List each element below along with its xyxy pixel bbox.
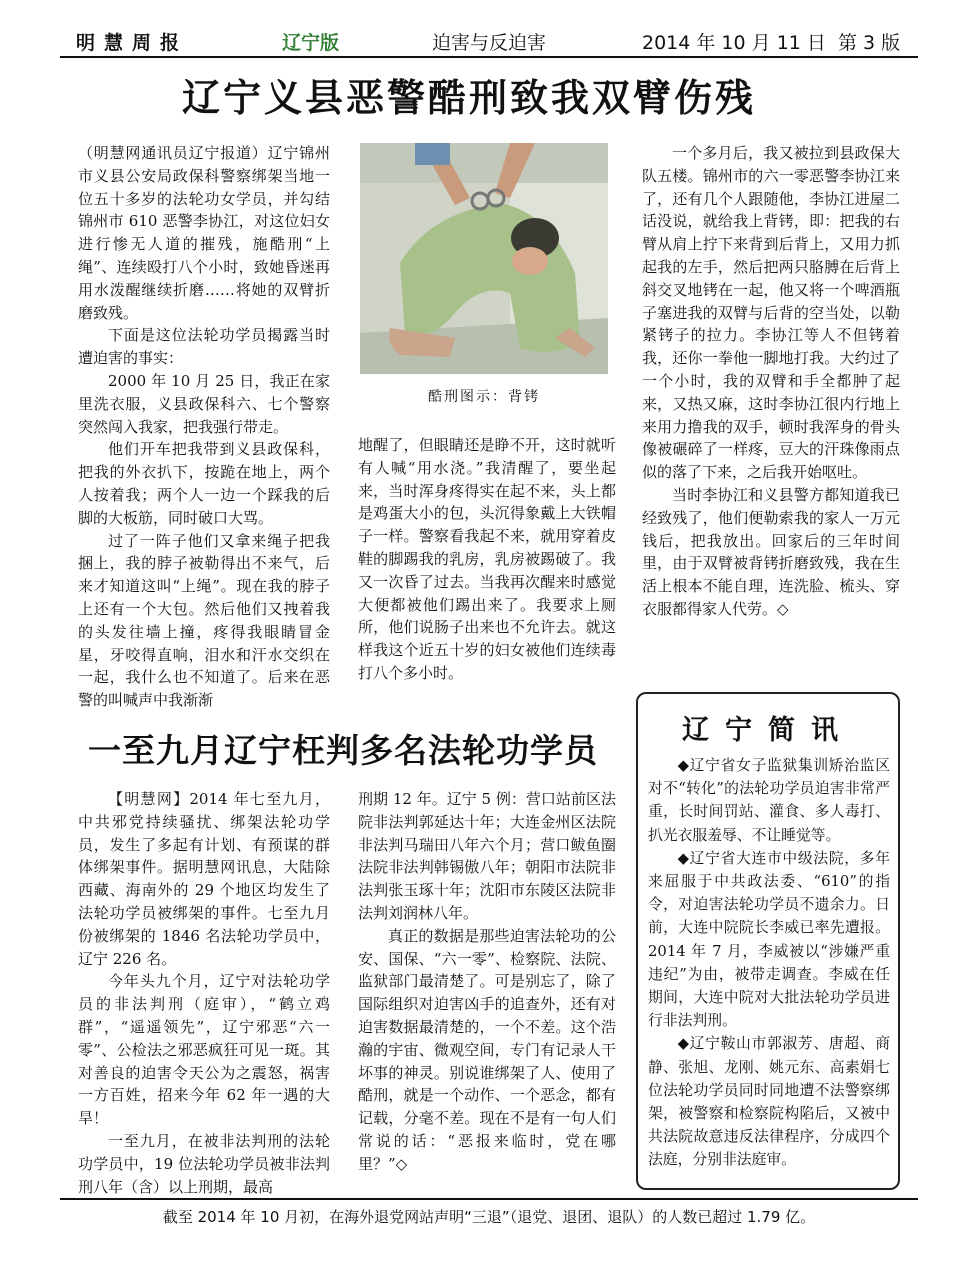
article2-title: 一至九月辽宁枉判多名法轮功学员 <box>88 731 598 770</box>
article2-paragraph: 刑期 12 年。辽宁 5 例：营口站前区法院非法判郭延达十年；大连金州区法院非法判马瑞田八年六个月；营口鲅鱼圈法院非法判韩锡傲八年；朝阳市法院非法判张玉琢十年；沈阳市东陵区法院非法判刘润林八年。 <box>358 790 616 922</box>
torture-illustration-image <box>360 143 608 374</box>
section-label: 迫害与反迫害 <box>432 32 547 54</box>
article1-column-1 <box>78 142 330 712</box>
article1-paragraph: 地醒了，但眼睛还是睁不开，这时就听有人喊“用水浇。”我清醒了，要坐起来，当时浑身疼得实在起不来，头上都是鸡蛋大小的包，头沉得象戴上大铁帽子一样。警察看我起不来，就用穿着皮鞋的脚踢我的乳房，乳房被踢破了。我又一次昏了过去。当我再次醒来时感觉大便都被他们踢出来了。我要求上厕所，他们说肠子出来也不允许去。就这样我这个近五十岁的妇女被他们连续毒打八个多小时。 <box>358 436 616 682</box>
article2-column-2 <box>358 788 616 1176</box>
article1-paragraph: 一个多月后，我又被拉到县政保大队五楼。锦州市的六一零恶警李协江来了，还有几个人跟随他，李协江进屋二话没说，就给我上背铐，即：把我的右臂从肩上拧下来背到后背上，又用力抓起我的左手，然后把两只胳膊在后背上斜交叉地铐在一起，他又将一个啤酒瓶子塞进我的双臂与后背的空当处，以勒紧铐子的拉力。李协江等人不但铐着我，还你一拳他一脚地打我。大约过了一个小时，我的双臂和手全都肿了起来，又热又麻，这时李协江很内行地上来用力撸我的双手，顿时我浑身的骨头像被碾碎了一样疼，豆大的汗珠像雨点似的落了下来，之后我开始呕吐。 <box>642 144 900 482</box>
header-rule <box>60 56 918 58</box>
article1-column-2 <box>358 434 616 685</box>
news-box-title: 辽宁简讯 <box>682 715 854 746</box>
torture-illustration-photo <box>360 143 608 374</box>
news-box-items <box>648 754 890 1172</box>
news-item: ◆辽宁省大连市中级法院，多年来屈服于中共政法委、“610”的指令，对迫害法轮功学员不遗余力。日前，大连中院院长李威已率先遭报。2014 年 7 月，李威被以“涉嫌严重违纪”为由，被带走调查。李威在任期间，大连中院对大批法轮功学员进行非法判刑。 <box>648 849 890 1030</box>
article2-paragraph: 【明慧网】2014 年七至九月，中共邪党持续骚扰、绑架法轮功学员，发生了多起有计划、有预谋的群体绑架事件。据明慧网讯息，大陆除西藏、海南外的 29 个地区均发生了法轮功学员被绑架的事件。七至九月份被绑架的 1846 名法轮功学员中，辽宁 226 名。 <box>78 790 330 968</box>
article2-paragraph: 真正的数据是那些迫害法轮功的公安、国保、“六一零”、检察院、法院、监狱部门最清楚了。可是别忘了，除了国际组织对迫害凶手的追查外，还有对迫害数据最清楚的，一个不差。这个浩瀚的宇宙、微观空间，专门有记录人干坏事的神灵。别说谁绑架了人、使用了酷刑，就是一个动作、一个恶念，都有记载，分毫不差。现在不是有一句人们常说的话：“恶报来临时，党在哪里？”◇ <box>358 926 616 1173</box>
footer-rule <box>60 1198 918 1200</box>
article2-paragraph: 一至九月，在被非法判刑的法轮功学员中，19 位法轮功学员被非法判刑八年（含）以上刑期，最高 <box>78 1131 330 1196</box>
footer-notice: 截至 2014 年 10 月初，在海外退党网站声明“三退”（退党、退团、退队）的人数已超过 1.79 亿。 <box>162 1208 816 1226</box>
article1-paragraph: 他们开车把我带到义县政保科，把我的外衣扒下，按跪在地上，两个人按着我；两个人一边一个踩我的后脚的大板筋，同时破口大骂。 <box>78 440 330 527</box>
issue-date: 2014 年 10 月 11 日 <box>642 32 826 54</box>
page-number: 第 3 版 <box>838 32 901 54</box>
paper-name: 明慧周报 <box>76 32 189 54</box>
article1-column-3 <box>642 142 900 621</box>
news-item: ◆辽宁鞍山市郭淑芳、唐超、商静、张旭、龙刚、姚元东、高素娟七位法轮功学员同时同地遭不法警察绑架，被警察和检察院构陷后，又被中共法院故意违反法律程序，分成四个法庭，分别非法庭审。 <box>648 1035 890 1169</box>
photo-caption: 酷刑图示：背铐 <box>428 389 540 405</box>
article1-paragraph: 2000 年 10 月 25 日，我正在家里洗衣服，义县政保科六、七个警察突然闯入我家，把我强行带走。 <box>78 371 330 436</box>
article2-paragraph: 今年头九个月，辽宁对法轮功学员的非法判刑（庭审），“鹤立鸡群”，“遥遥领先”，辽宁邪恶“六一零”、公检法之邪恶疯狂可见一斑。其对善良的迫害令天公为之震怒，祸害一方百姓，招来今年 62 年一遇的大旱！ <box>78 972 330 1128</box>
article1-paragraph: 当时李协江和义县警方都知道我已经致残了，他们便勒索我的家人一万元钱后，把我放出。回家后的三年时间里，由于双臂被背铐折磨致残，我在生活上根本不能自理，连洗脸、梳头、穿衣服都得家人代劳。◇ <box>642 485 900 618</box>
article1-paragraph: 过了一阵子他们又拿来绳子把我捆上，我的脖子被勒得出不来气，后来才知道这叫“上绳”。现在我的脖子上还有一个大包。然后他们又拽着我的头发往墙上撞，疼得我眼睛冒金星，牙咬得直响，泪水和汗水交织在一起，我什么也不知道了。后来在恶警的叫喊声中我渐渐 <box>78 531 330 710</box>
edition-label: 辽宁版 <box>282 32 340 54</box>
masthead <box>76 30 904 58</box>
liaoning-news-box <box>636 692 900 1190</box>
article1-paragraph: （明慧网通讯员辽宁报道）辽宁锦州市义县公安局政保科警察绑架当地一位五十多岁的法轮功女学员，并勾结锦州市 610 恶警李协江，对这位妇女进行惨无人道的摧残，施酷刑“上绳”、连续殴打八个小时，致她昏迷再用水泼醒继续折磨……将她的双臂折磨致残。 <box>78 144 330 322</box>
article1-title: 辽宁义县恶警酷刑致我双臂伤残 <box>182 75 757 120</box>
news-item: ◆辽宁省女子监狱集训矫治监区对不“转化”的法轮功学员迫害非常严重，长时间罚站、灌食、多人毒打、扒光衣服羞辱、不让睡觉等。 <box>648 757 890 844</box>
article1-paragraph: 下面是这位法轮功学员揭露当时遭迫害的事实： <box>78 326 330 368</box>
article2-column-1 <box>78 788 330 1198</box>
